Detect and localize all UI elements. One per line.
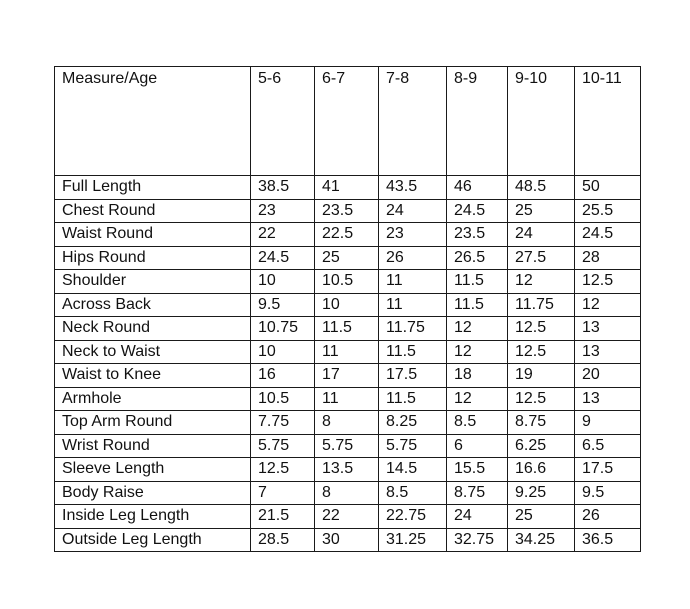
measure-value-cell: 12.5 (508, 387, 575, 411)
header-age-10-11: 10-11 (575, 67, 641, 176)
measure-value-cell: 12.5 (251, 458, 315, 482)
measure-value-cell: 36.5 (575, 528, 641, 552)
measure-value-cell: 7 (251, 481, 315, 505)
table-row (55, 317, 641, 341)
measure-value-cell: 5.75 (379, 434, 447, 458)
measure-value-cell: 11 (315, 387, 379, 411)
measure-value-cell: 6.5 (575, 434, 641, 458)
measure-value-cell: 24 (447, 505, 508, 529)
measure-name-cell: Inside Leg Length (55, 505, 251, 529)
measure-value-cell: 20 (575, 364, 641, 388)
table-body (55, 176, 641, 552)
measure-name-cell: Full Length (55, 176, 251, 200)
measure-value-cell: 13 (575, 387, 641, 411)
measure-value-cell: 8.25 (379, 411, 447, 435)
size-chart-table (54, 66, 641, 552)
measure-value-cell: 12 (447, 387, 508, 411)
measure-value-cell: 24 (379, 199, 447, 223)
measure-value-cell: 48.5 (508, 176, 575, 200)
measure-value-cell: 16 (251, 364, 315, 388)
measure-value-cell: 32.75 (447, 528, 508, 552)
measure-value-cell: 9.25 (508, 481, 575, 505)
measure-value-cell: 13 (575, 340, 641, 364)
measure-value-cell: 6 (447, 434, 508, 458)
measure-value-cell: 15.5 (447, 458, 508, 482)
measure-value-cell: 23.5 (315, 199, 379, 223)
table-row (55, 176, 641, 200)
table-row (55, 481, 641, 505)
table-row (55, 364, 641, 388)
table-row (55, 293, 641, 317)
table-row (55, 411, 641, 435)
measure-value-cell: 25 (508, 505, 575, 529)
measure-value-cell: 12.5 (508, 317, 575, 341)
measure-value-cell: 21.5 (251, 505, 315, 529)
measure-value-cell: 13.5 (315, 458, 379, 482)
measure-value-cell: 10 (315, 293, 379, 317)
measure-name-cell: Chest Round (55, 199, 251, 223)
measure-value-cell: 24.5 (447, 199, 508, 223)
measure-value-cell: 11.5 (379, 340, 447, 364)
measure-value-cell: 26.5 (447, 246, 508, 270)
header-age-6-7: 6-7 (315, 67, 379, 176)
measure-value-cell: 22 (251, 223, 315, 247)
measure-value-cell: 8.75 (508, 411, 575, 435)
header-age-7-8: 7-8 (379, 67, 447, 176)
measure-value-cell: 10.5 (251, 387, 315, 411)
measure-value-cell: 17.5 (575, 458, 641, 482)
measure-value-cell: 12.5 (575, 270, 641, 294)
header-measure-age: Measure/Age (55, 67, 251, 176)
measure-name-cell: Neck to Waist (55, 340, 251, 364)
measure-value-cell: 13 (575, 317, 641, 341)
table-row (55, 458, 641, 482)
measure-value-cell: 8.75 (447, 481, 508, 505)
measure-name-cell: Shoulder (55, 270, 251, 294)
measure-value-cell: 25 (315, 246, 379, 270)
measure-value-cell: 38.5 (251, 176, 315, 200)
measure-value-cell: 41 (315, 176, 379, 200)
measure-value-cell: 14.5 (379, 458, 447, 482)
measure-value-cell: 11 (379, 270, 447, 294)
measure-name-cell: Across Back (55, 293, 251, 317)
measure-value-cell: 50 (575, 176, 641, 200)
measure-value-cell: 8.5 (379, 481, 447, 505)
table-row (55, 528, 641, 552)
table-header (55, 67, 641, 176)
measure-name-cell: Waist Round (55, 223, 251, 247)
measure-name-cell: Outside Leg Length (55, 528, 251, 552)
measure-value-cell: 19 (508, 364, 575, 388)
measure-value-cell: 11.5 (315, 317, 379, 341)
measure-name-cell: Armhole (55, 387, 251, 411)
measure-value-cell: 18 (447, 364, 508, 388)
measure-value-cell: 28 (575, 246, 641, 270)
measure-value-cell: 28.5 (251, 528, 315, 552)
table-row (55, 387, 641, 411)
measure-name-cell: Sleeve Length (55, 458, 251, 482)
measure-value-cell: 23 (251, 199, 315, 223)
measure-value-cell: 11.75 (379, 317, 447, 341)
measure-value-cell: 22.75 (379, 505, 447, 529)
measure-value-cell: 25.5 (575, 199, 641, 223)
measure-value-cell: 11.5 (379, 387, 447, 411)
measure-value-cell: 25 (508, 199, 575, 223)
measure-name-cell: Body Raise (55, 481, 251, 505)
header-age-9-10: 9-10 (508, 67, 575, 176)
measure-value-cell: 11 (315, 340, 379, 364)
measure-value-cell: 12 (447, 317, 508, 341)
measure-value-cell: 9 (575, 411, 641, 435)
measure-value-cell: 16.6 (508, 458, 575, 482)
measure-name-cell: Waist to Knee (55, 364, 251, 388)
table-row (55, 340, 641, 364)
measure-value-cell: 31.25 (379, 528, 447, 552)
measure-value-cell: 12 (575, 293, 641, 317)
header-row (55, 67, 641, 176)
header-age-5-6: 5-6 (251, 67, 315, 176)
measure-value-cell: 17.5 (379, 364, 447, 388)
table-row (55, 270, 641, 294)
measure-name-cell: Wrist Round (55, 434, 251, 458)
measure-value-cell: 10 (251, 270, 315, 294)
measure-value-cell: 24.5 (575, 223, 641, 247)
measure-value-cell: 17 (315, 364, 379, 388)
measure-value-cell: 24 (508, 223, 575, 247)
measure-value-cell: 11.5 (447, 270, 508, 294)
measure-value-cell: 6.25 (508, 434, 575, 458)
measure-value-cell: 8 (315, 411, 379, 435)
table-row (55, 223, 641, 247)
measure-value-cell: 12 (447, 340, 508, 364)
measure-value-cell: 7.75 (251, 411, 315, 435)
measure-value-cell: 22.5 (315, 223, 379, 247)
measure-value-cell: 26 (575, 505, 641, 529)
measure-value-cell: 5.75 (251, 434, 315, 458)
header-age-8-9: 8-9 (447, 67, 508, 176)
measure-value-cell: 43.5 (379, 176, 447, 200)
measure-value-cell: 10.5 (315, 270, 379, 294)
measure-value-cell: 22 (315, 505, 379, 529)
measure-value-cell: 8 (315, 481, 379, 505)
measure-value-cell: 11.5 (447, 293, 508, 317)
measure-value-cell: 10 (251, 340, 315, 364)
measure-value-cell: 5.75 (315, 434, 379, 458)
measure-name-cell: Neck Round (55, 317, 251, 341)
measure-value-cell: 27.5 (508, 246, 575, 270)
measure-value-cell: 9.5 (575, 481, 641, 505)
table-row (55, 246, 641, 270)
measure-value-cell: 26 (379, 246, 447, 270)
measure-value-cell: 23 (379, 223, 447, 247)
measure-value-cell: 12 (508, 270, 575, 294)
measure-value-cell: 46 (447, 176, 508, 200)
measure-value-cell: 11 (379, 293, 447, 317)
measure-value-cell: 34.25 (508, 528, 575, 552)
measure-value-cell: 9.5 (251, 293, 315, 317)
table-row (55, 505, 641, 529)
measure-value-cell: 30 (315, 528, 379, 552)
table-row (55, 434, 641, 458)
measure-name-cell: Hips Round (55, 246, 251, 270)
measure-value-cell: 10.75 (251, 317, 315, 341)
measure-value-cell: 12.5 (508, 340, 575, 364)
measure-name-cell: Top Arm Round (55, 411, 251, 435)
measure-value-cell: 24.5 (251, 246, 315, 270)
measure-value-cell: 11.75 (508, 293, 575, 317)
table-row (55, 199, 641, 223)
measure-value-cell: 8.5 (447, 411, 508, 435)
measure-value-cell: 23.5 (447, 223, 508, 247)
